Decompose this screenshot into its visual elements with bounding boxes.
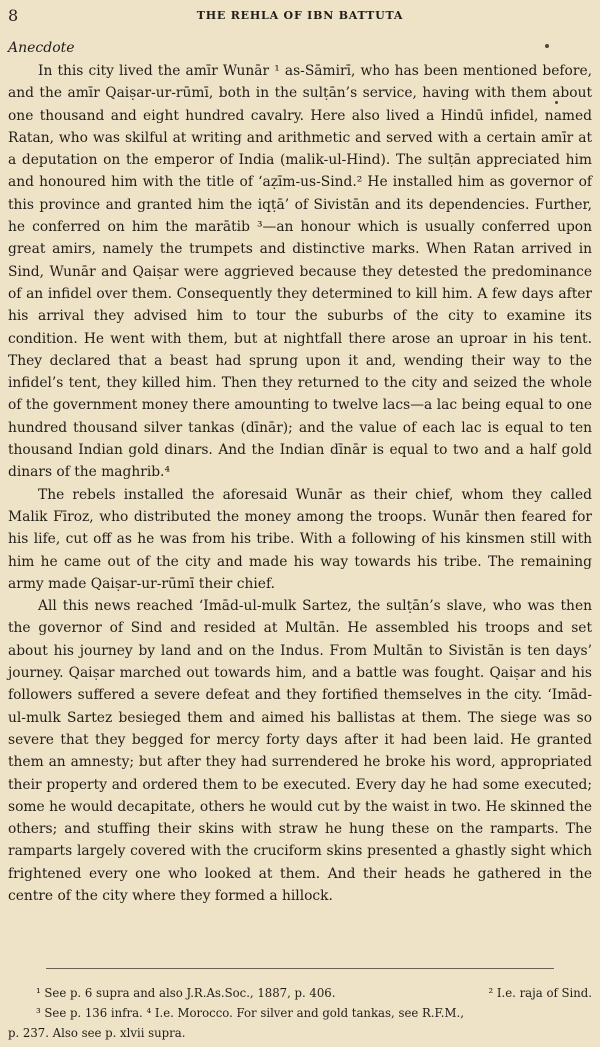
footnote-line-2 (8, 1003, 592, 1023)
paragraph-2: The rebels installed the aforesaid Wunār as their chief, whom they called Malik Fīroz, who distributed the money among the troops. Wunār then feared for his life, cut off as he was from his tribe. With a following of his kinsmen still with him he came out of the city and made his way towards his tribe. The remaining army made Qaiṣar-ur-rūmī their chief. (8, 486, 592, 592)
footnote-3-4: ³ See p. 136 infra. ⁴ I.e. Morocco. For silver and gold tankas, see R.F.M., (36, 1006, 464, 1020)
page-header (8, 6, 592, 26)
running-title: THE REHLA OF IBN BATTUTA (196, 9, 404, 22)
paragraph-1: In this city lived the amīr Wunār ¹ as-Sāmirī, who has been mentioned before, and the amīr Qaiṣar-ur-rūmī, both in the sulṭān’s service, having with them about one thousand and eight hundred cavalry. Here also lived a Hindū infidel, named Ratan, who was skilful at writing and arithmetic and served with a certain amīr at a deputation on the emperor of India (malik-ul-Hind). The sulṭān appreciated him and honoured him with the title of ‘aẓīm-us-Sind.² He installed him as governor of this province and granted him the iqṭā’ of Sivistān and its dependencies. Further, he conferred on him the marātib ³—an honour which is usually conferred upon great amirs, namely the trumpets and distinctive marks. When Ratan arrived in Sind, Wunār and Qaiṣar were aggrieved because they detested the predominance of an infidel over them. Consequently they determined to kill him. A few days after his arrival they advised him to tour the suburbs of the city to examine its condition. He went with them, but at nightfall there arose an uproar in his tent. They declared that a beast had sprung upon it and, wending their way to the infidel’s tent, they killed him. Then they returned to the city and seized the whole of the government money there amounting to twelve lacs—a lac being equal to one hundred thousand silver tankas (dīnār); and the value of each lac is equal to ten thousand Indian gold dinars. And the Indian dīnār is equal to two and a half gold dinars of the maghrib.⁴ (8, 63, 592, 481)
paragraph-3: All this news reached ‘Imād-ul-mulk Sartez, the sulṭān’s slave, who was then the governor of Sind and resided at Multān. He assembled his troops and set about his journey by land and on the Indus. From Multān to Sivistān is ten days’ journey. Qaiṣar marched out towards him, and a battle was fought. Qaiṣar and his followers suffered a severe defeat and they fortified themselves in the city. ‘Imād-ul-mulk Sartez besieged them and aimed his ballistas at them. The siege was so severe that they begged for mercy forty days after it had been laid. He granted them an amnesty; but after they had surrendered he broke his word, appropriated their property and ordered them to be executed. Every day he had some executed; some he would decapitate, others he would cut by the waist in two. He skinned the others; and stuffing their skins with straw he hung these on the ramparts. The ramparts largely covered with the cruciform skins presented a ghastly sight which frightened every one who looked at them. And their heads he gathered in the centre of the city where they formed a hillock. (8, 598, 592, 904)
footnote-divider (46, 968, 554, 969)
footnotes (8, 983, 592, 1043)
section-title: Anecdote (8, 40, 75, 56)
main-text (8, 38, 592, 907)
footnote-continuation: p. 237. Also see p. xlvii supra. (8, 1026, 186, 1040)
page-number: 8 (8, 6, 19, 25)
footnote-line-3 (8, 1023, 592, 1043)
footnote-1: ¹ See p. 6 supra and also J.R.As.Soc., 1887, p. 406. (36, 986, 336, 1000)
footnote-line-1 (8, 983, 592, 1003)
footnote-2: ² I.e. raja of Sind. (488, 986, 592, 1000)
